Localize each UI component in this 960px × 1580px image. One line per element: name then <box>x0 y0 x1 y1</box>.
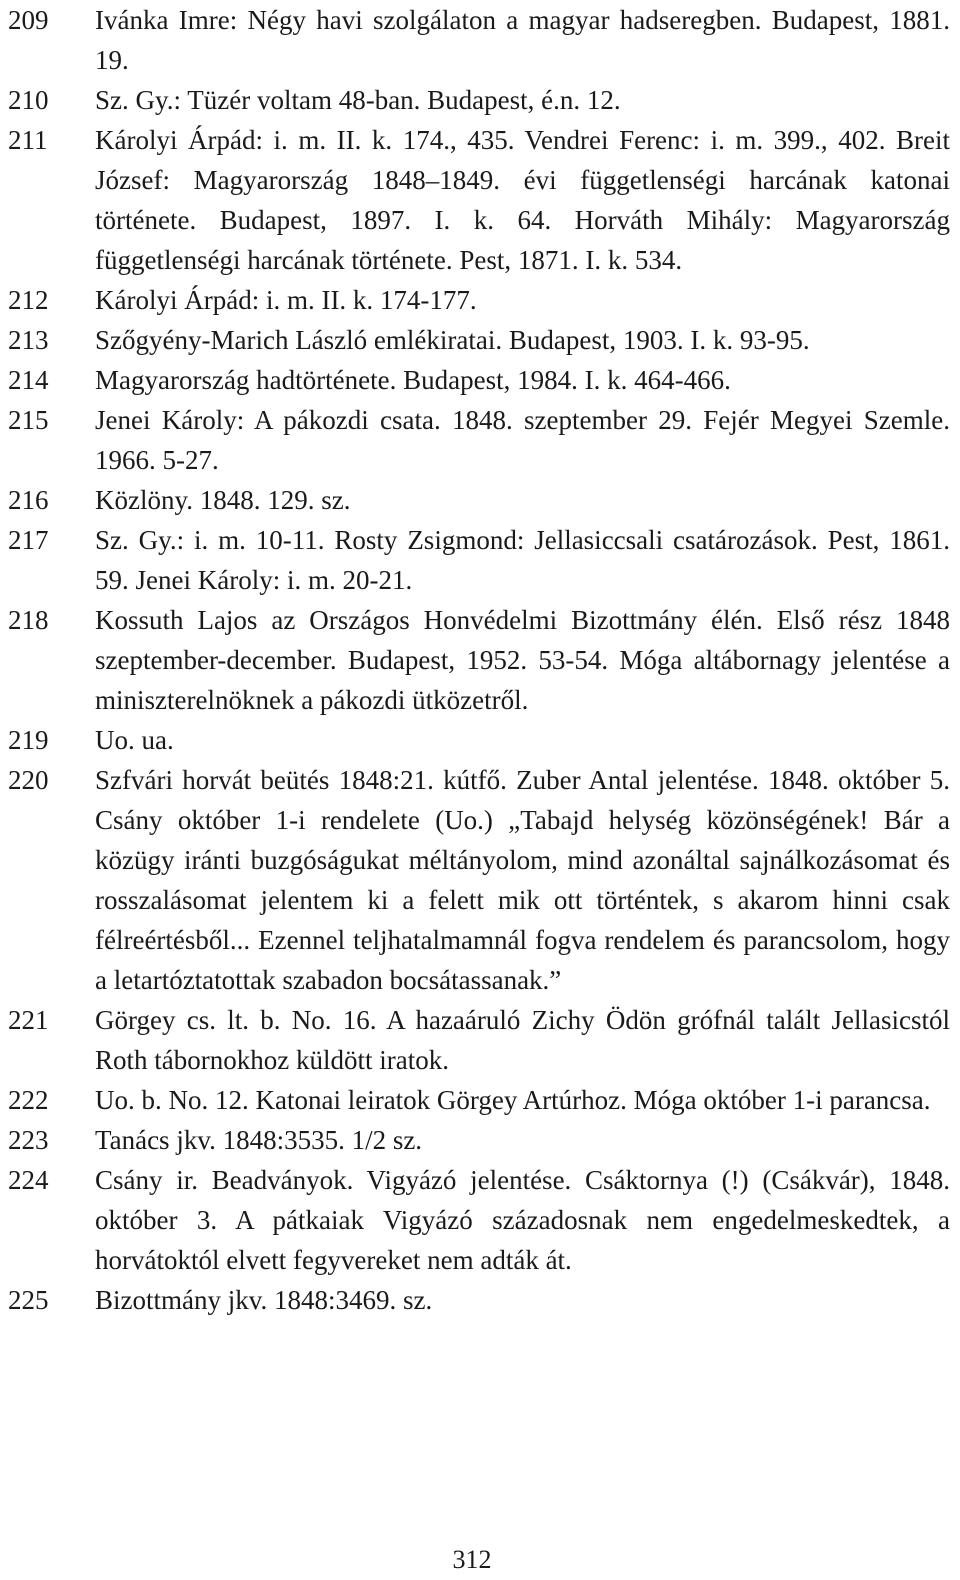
footnote-209 <box>0 0 960 80</box>
footnote-218 <box>0 600 960 720</box>
footnote-text: Jenei Károly: A pákozdi csata. 1848. szeptember 29. Fejér Megyei Szemle. 1966. 5-27. <box>95 405 950 475</box>
footnote-text: Közlöny. 1848. 129. sz. <box>95 485 351 515</box>
footnote-text: Sz. Gy.: Tüzér voltam 48-ban. Budapest, é.n. 12. <box>95 85 621 115</box>
footnote-number: 217 <box>8 525 49 555</box>
footnote-216 <box>0 480 960 520</box>
page-number: 312 <box>452 1545 492 1574</box>
footnote-text: Kossuth Lajos az Országos Honvédelmi Bizottmány élén. Első rész 1848 szeptember-december. Budapest, 1952. 53-54. Móga altábornagy jelentése a miniszterelnöknek a pákozdi ütközetről. <box>95 605 950 715</box>
footnote-text: Uo. ua. <box>95 725 174 755</box>
footnote-text: Sz. Gy.: i. m. 10-11. Rosty Zsigmond: Jellasiccsali csatározások. Pest, 1861. 59. Jenei Károly: i. m. 20-21. <box>95 525 950 595</box>
footnote-text: Uo. b. No. 12. Katonai leiratok Görgey Artúrhoz. Móga október 1-i parancsa. <box>95 1085 931 1115</box>
footnote-number: 220 <box>8 765 49 795</box>
footnote-219 <box>0 720 960 760</box>
footnote-text: Károlyi Árpád: i. m. II. k. 174., 435. Vendrei Ferenc: i. m. 399., 402. Breit József: Magyarország 1848–1849. évi függetlenségi harcának katonai története. Budapest, 1897. I. k. 64. Horváth Mihály: Magyarország függetlenségi harcának története. Pest, 1871. I. k. 534. <box>95 125 950 275</box>
footnote-214 <box>0 360 960 400</box>
footnote-number: 221 <box>8 1005 49 1035</box>
footnote-number: 222 <box>8 1085 49 1115</box>
footnote-number: 219 <box>8 725 49 755</box>
footnote-text: Csány ir. Beadványok. Vigyázó jelentése. Csáktornya (!) (Csákvár), 1848. október 3. A pátkaiak Vigyázó századosnak nem engedelmeskedtek, a horvátoktól elvett fegyvereket nem adták át. <box>95 1165 950 1275</box>
footnote-225 <box>0 1280 960 1320</box>
footnote-220 <box>0 760 960 1000</box>
footnote-211 <box>0 120 960 280</box>
footnote-number: 214 <box>8 365 49 395</box>
footnote-number: 225 <box>8 1285 49 1315</box>
footnote-number: 223 <box>8 1125 49 1155</box>
footnote-215 <box>0 400 960 480</box>
footnote-number: 224 <box>8 1165 49 1195</box>
footnote-223 <box>0 1120 960 1160</box>
footnote-number: 209 <box>8 5 49 35</box>
footnote-text: Károlyi Árpád: i. m. II. k. 174-177. <box>95 285 477 315</box>
footnote-212 <box>0 280 960 320</box>
footnote-text: Tanács jkv. 1848:3535. 1/2 sz. <box>95 1125 423 1155</box>
footnote-224 <box>0 1160 960 1280</box>
footnote-text: Magyarország hadtörténete. Budapest, 1984. I. k. 464-466. <box>95 365 731 395</box>
footnote-text: Görgey cs. lt. b. No. 16. A hazaáruló Zichy Ödön grófnál talált Jellasicstól Roth tábornokhoz küldött iratok. <box>95 1005 950 1075</box>
footnote-number: 211 <box>8 125 48 155</box>
footnote-222 <box>0 1080 960 1120</box>
footnote-number: 212 <box>8 285 49 315</box>
footnote-210 <box>0 80 960 120</box>
footnote-number: 215 <box>8 405 49 435</box>
footnote-text: Szfvári horvát beütés 1848:21. kútfő. Zuber Antal jelentése. 1848. október 5. Csány október 1-i rendelete (Uo.) „Tabajd helység közönségének! Bár a közügy iránti buzgóságukat méltányolom, mind azonáltal sajnálkozásomat és rosszalásomat jelentem ki a felett mik ott történtek, s akarom hinni csak félreértésből... Ezennel teljhatalmamnál fogva rendelem és parancsolom, hogy a letartóztatottak szabadon bocsátassanak.” <box>95 765 950 995</box>
footnote-number: 218 <box>8 605 49 635</box>
footnote-number: 210 <box>8 85 49 115</box>
footnote-text: Bizottmány jkv. 1848:3469. sz. <box>95 1285 433 1315</box>
footnote-217 <box>0 520 960 600</box>
footnote-text: Ivánka Imre: Négy havi szolgálaton a magyar hadseregben. Budapest, 1881. 19. <box>95 5 950 75</box>
footnote-number: 213 <box>8 325 49 355</box>
footnote-221 <box>0 1000 960 1080</box>
footnote-text: Szőgyény-Marich László emlékiratai. Budapest, 1903. I. k. 93-95. <box>95 325 810 355</box>
footnote-213 <box>0 320 960 360</box>
footnote-number: 216 <box>8 485 49 515</box>
